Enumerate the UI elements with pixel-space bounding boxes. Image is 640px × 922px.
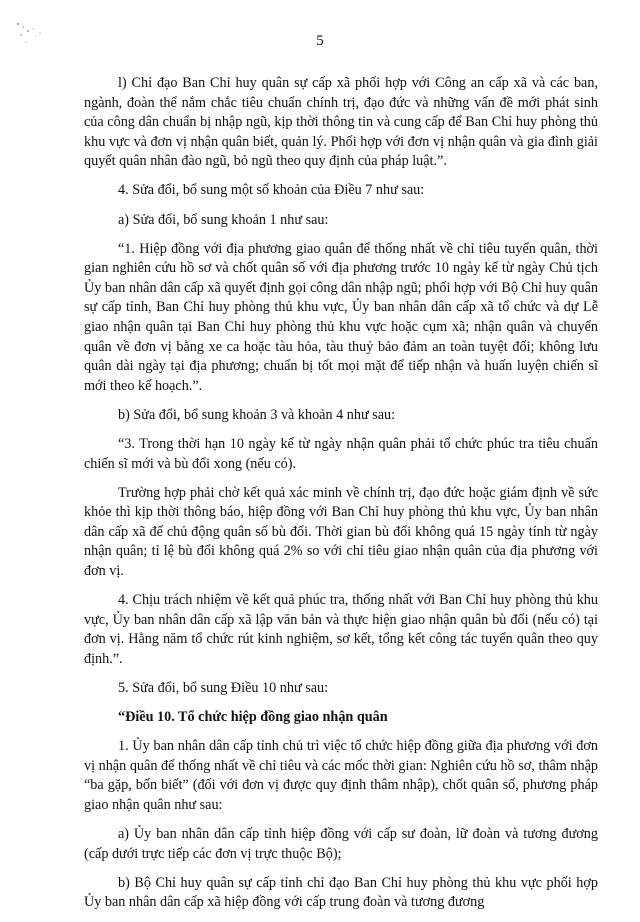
paragraph: 5. Sửa đổi, bổ sung Điều 10 như sau: [118, 680, 329, 697]
paragraph: Trường hợp phải chờ kết quả xác minh về chính trị, đạo đức hoặc giám định về sức khỏe thì kịp thời thông báo, hiệp đồng với Ban Chỉ huy phòng thủ khu vực, Ủy ban nhân dân cấp xã để chủ động quân số bù đổi. Thời gian bù đổi không quá 15 ngày tính từ ngày nhận quân; tỉ lệ bù đổi không quá 2% so với chỉ tiêu giao nhận quân của địa phương với đơn vị. [84, 484, 598, 580]
paragraph: 4. Chịu trách nhiệm về kết quả phúc tra, thống nhất với Ban Chỉ huy phòng thủ khu vực, Ủy ban nhân dân cấp xã lập văn bản và thực hiện giao nhận quân bù đổi (nếu có) tại đơn vị. Hằng năm tổ chức rút kinh nghiệm, sơ kết, tổng kết công tác tuyển quân theo quy định.”. [84, 592, 598, 667]
paragraph: “3. Trong thời hạn 10 ngày kể từ ngày nhận quân phải tổ chức phúc tra tiêu chuẩn chiến sĩ mới và bù đổi xong (nếu có). [84, 436, 598, 472]
paragraph: 4. Sửa đổi, bổ sung một số khoản của Điều 7 như sau: [118, 182, 425, 199]
article-heading: “Điều 10. Tổ chức hiệp đồng giao nhận quân [118, 709, 388, 726]
page-number: 5 [316, 33, 324, 49]
document-body [84, 74, 598, 922]
paragraph: b) Bộ Chỉ huy quân sự cấp tỉnh chỉ đạo Ban Chỉ huy phòng thủ khu vực phối hợp Ủy ban nhân dân cấp xã hiệp đồng với cấp trung đoàn và tương đương [84, 874, 598, 911]
paragraph: a) Sửa đổi, bổ sung khoản 1 như sau: [118, 211, 329, 228]
paragraph: “1. Hiệp đồng với địa phương giao quân để thống nhất về chỉ tiêu tuyển quân, thời gian nghiên cứu hồ sơ và chốt quân số với địa phương trước 10 ngày kể từ ngày Chủ tịch Ủy ban nhân dân cấp xã quyết định gọi công dân nhập ngũ; phối hợp với Bộ Chỉ huy quân sự cấp tỉnh, Ban Chỉ huy phòng thủ khu vực, Ủy ban nhân dân cấp xã tổ chức và dự Lễ giao nhận quân tại Ban Chỉ huy phòng thủ khu vực hoặc cụm xã; nhận quân và chuyển quân về đơn vị bằng xe ca hoặc tàu hỏa, tàu thuỷ bảo đảm an toàn tuyệt đối; không lưu quân dài ngày tại địa phương; chuẩn bị tốt mọi mặt để tiếp nhận và huấn luyện chiến sĩ mới theo kế hoạch.”. [84, 240, 598, 394]
paragraph: l) Chỉ đạo Ban Chỉ huy quân sự cấp xã phối hợp với Công an cấp xã và các ban, ngành, đoàn thể nắm chắc tiêu chuẩn chính trị, đạo đức và những vấn đề mới phát sinh của công dân chuẩn bị nhập ngũ, kịp thời thông tin và cung cấp để Ban Chỉ huy phòng thủ khu vực và đơn vị nhận quân biết, quản lý. Phối hợp với đơn vị nhận quân và gia đình giải quyết quân nhân đào ngũ, bỏ ngũ theo quy định của pháp luật.”. [84, 75, 598, 170]
paragraph: b) Sửa đổi, bổ sung khoản 3 và khoản 4 như sau: [118, 406, 396, 423]
paragraph: a) Ủy ban nhân dân cấp tỉnh hiệp đồng với cấp sư đoàn, lữ đoàn và tương đương (cấp dưới trực tiếp các đơn vị trực thuộc Bộ); [84, 826, 598, 862]
paragraph: 1. Ủy ban nhân dân cấp tỉnh chủ trì việc tổ chức hiệp đồng giữa địa phương với đơn vị nhận quân để thống nhất về chỉ tiêu và các mốc thời gian: Nghiên cứu hồ sơ, thâm nhập “ba gặp, bốn biết” (đối với đơn vị được quy định thâm nhập), chốt quân số, phương pháp giao nhận quân như sau: [84, 738, 598, 813]
